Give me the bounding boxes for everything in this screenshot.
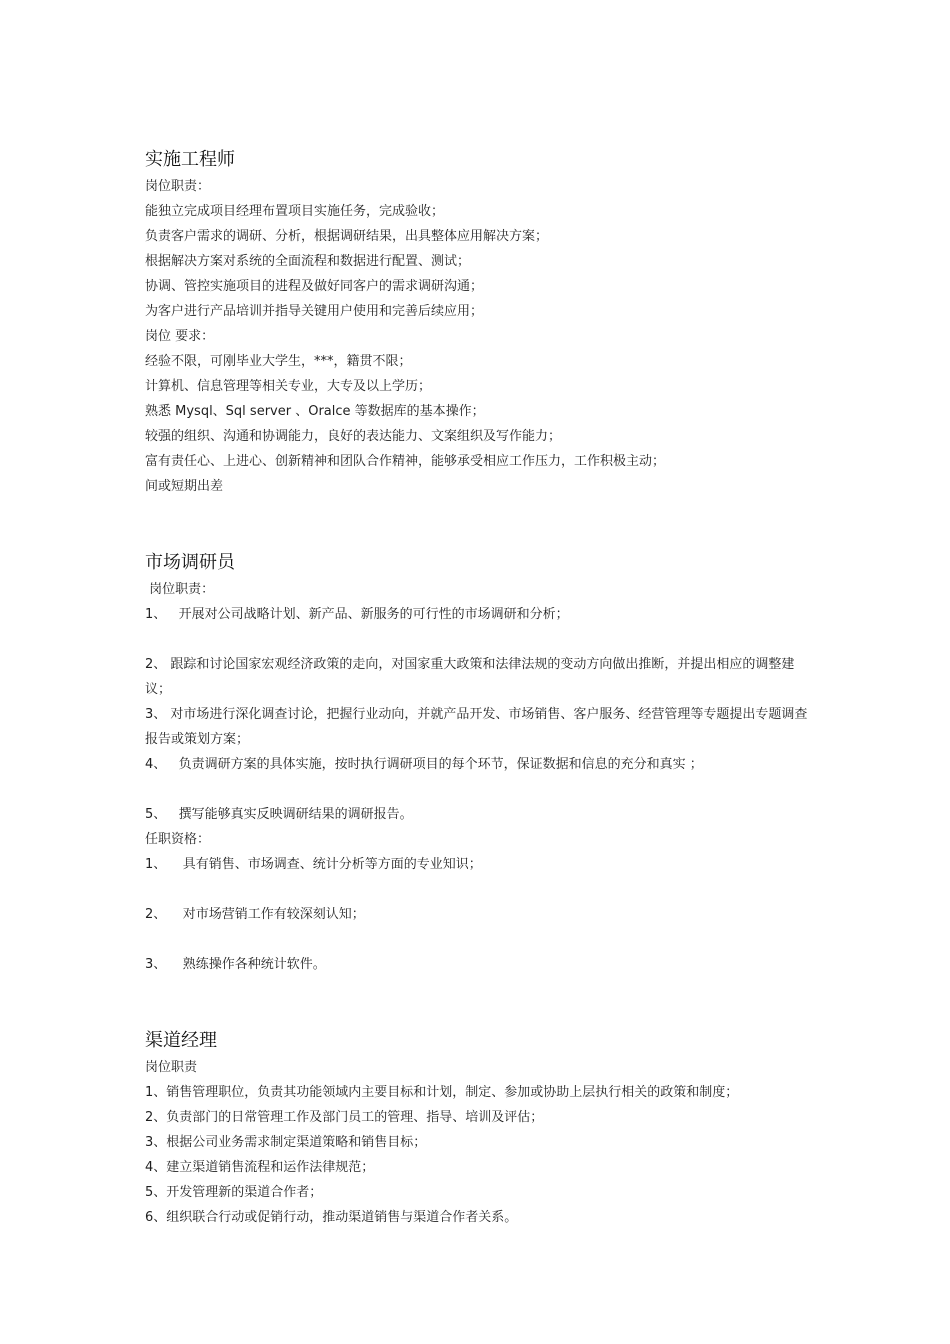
text-line: 经验不限，可刚毕业大学生，***，籍贯不限；: [145, 354, 412, 369]
text-line: 间或短期出差: [145, 479, 224, 494]
text-line: 为客户进行产品培训并指导关键用户使用和完善后续应用；: [145, 304, 484, 319]
document-page: [145, 146, 815, 1230]
text-line: 2、 对市场营销工作有较深刻认知；: [145, 907, 365, 922]
text-line: 2、 跟踪和讨论国家宏观经济政策的走向，对国家重大政策和法律法规的变动方向做出推断，并提出相应的调整建议；: [145, 657, 795, 697]
text-line: 任职资格：: [145, 832, 211, 847]
section-implementation-engineer: [145, 146, 815, 499]
text-line: 熟悉 Mysql、Sql server 、Oralce 等数据库的基本操作；: [145, 404, 485, 419]
text-line: 2、负责部门的日常管理工作及部门员工的管理、指导、培训及评估；: [145, 1110, 544, 1125]
text-line: 3、 对市场进行深化调查讨论，把握行业动向，并就产品开发、市场销售、客户服务、经营管理等专题提出专题调查报告或策划方案；: [145, 707, 808, 747]
section-title: 实施工程师: [145, 149, 235, 170]
blank-line: [145, 627, 815, 652]
text-line: 5、开发管理新的渠道合作者；: [145, 1185, 323, 1200]
blank-line: [145, 777, 815, 802]
text-line: 1、 开展对公司战略计划、新产品、新服务的可行性的市场调研和分析；: [145, 607, 569, 622]
text-line: 较强的组织、沟通和协调能力，良好的表达能力、文案组织及写作能力；: [145, 429, 562, 444]
text-line: 4、 负责调研方案的具体实施，按时执行调研项目的每个环节，保证数据和信息的充分和真实 ；: [145, 757, 703, 772]
text-line: 计算机、信息管理等相关专业，大专及以上学历；: [145, 379, 432, 394]
text-line: 岗位职责: [145, 1060, 198, 1075]
blank-line: [145, 927, 815, 952]
section-market-researcher: [145, 549, 815, 977]
section-title: 市场调研员: [145, 552, 235, 573]
blank-line: [145, 877, 815, 902]
text-line: 岗位职责：: [145, 582, 215, 597]
text-line: 3、根据公司业务需求制定渠道策略和销售目标；: [145, 1135, 427, 1150]
section-channel-manager: [145, 1027, 815, 1230]
text-line: 5、 撰写能够真实反映调研结果的调研报告。: [145, 807, 413, 822]
text-line: 负责客户需求的调研、分析，根据调研结果，出具整体应用解决方案；: [145, 229, 549, 244]
text-line: 6、组织联合行动或促销行动，推动渠道销售与渠道合作者关系。: [145, 1210, 518, 1225]
text-line: 1、销售管理职位，负责其功能领域内主要目标和计划，制定、参加或协助上层执行相关的政策和制度；: [145, 1085, 739, 1100]
text-line: 根据解决方案对系统的全面流程和数据进行配置、测试；: [145, 254, 471, 269]
text-line: 3、 熟练操作各种统计软件。: [145, 957, 326, 972]
section-title: 渠道经理: [145, 1030, 217, 1051]
text-line: 能独立完成项目经理布置项目实施任务，完成验收；: [145, 204, 445, 219]
text-line: 岗位 要求：: [145, 329, 215, 344]
text-line: 协调、管控实施项目的进程及做好同客户的需求调研沟通；: [145, 279, 484, 294]
text-line: 4、建立渠道销售流程和运作法律规范；: [145, 1160, 375, 1175]
text-line: 岗位职责：: [145, 179, 211, 194]
text-line: 富有责任心、上进心、创新精神和团队合作精神，能够承受相应工作压力，工作积极主动；: [145, 454, 666, 469]
text-line: 1、 具有销售、市场调查、统计分析等方面的专业知识；: [145, 857, 482, 872]
